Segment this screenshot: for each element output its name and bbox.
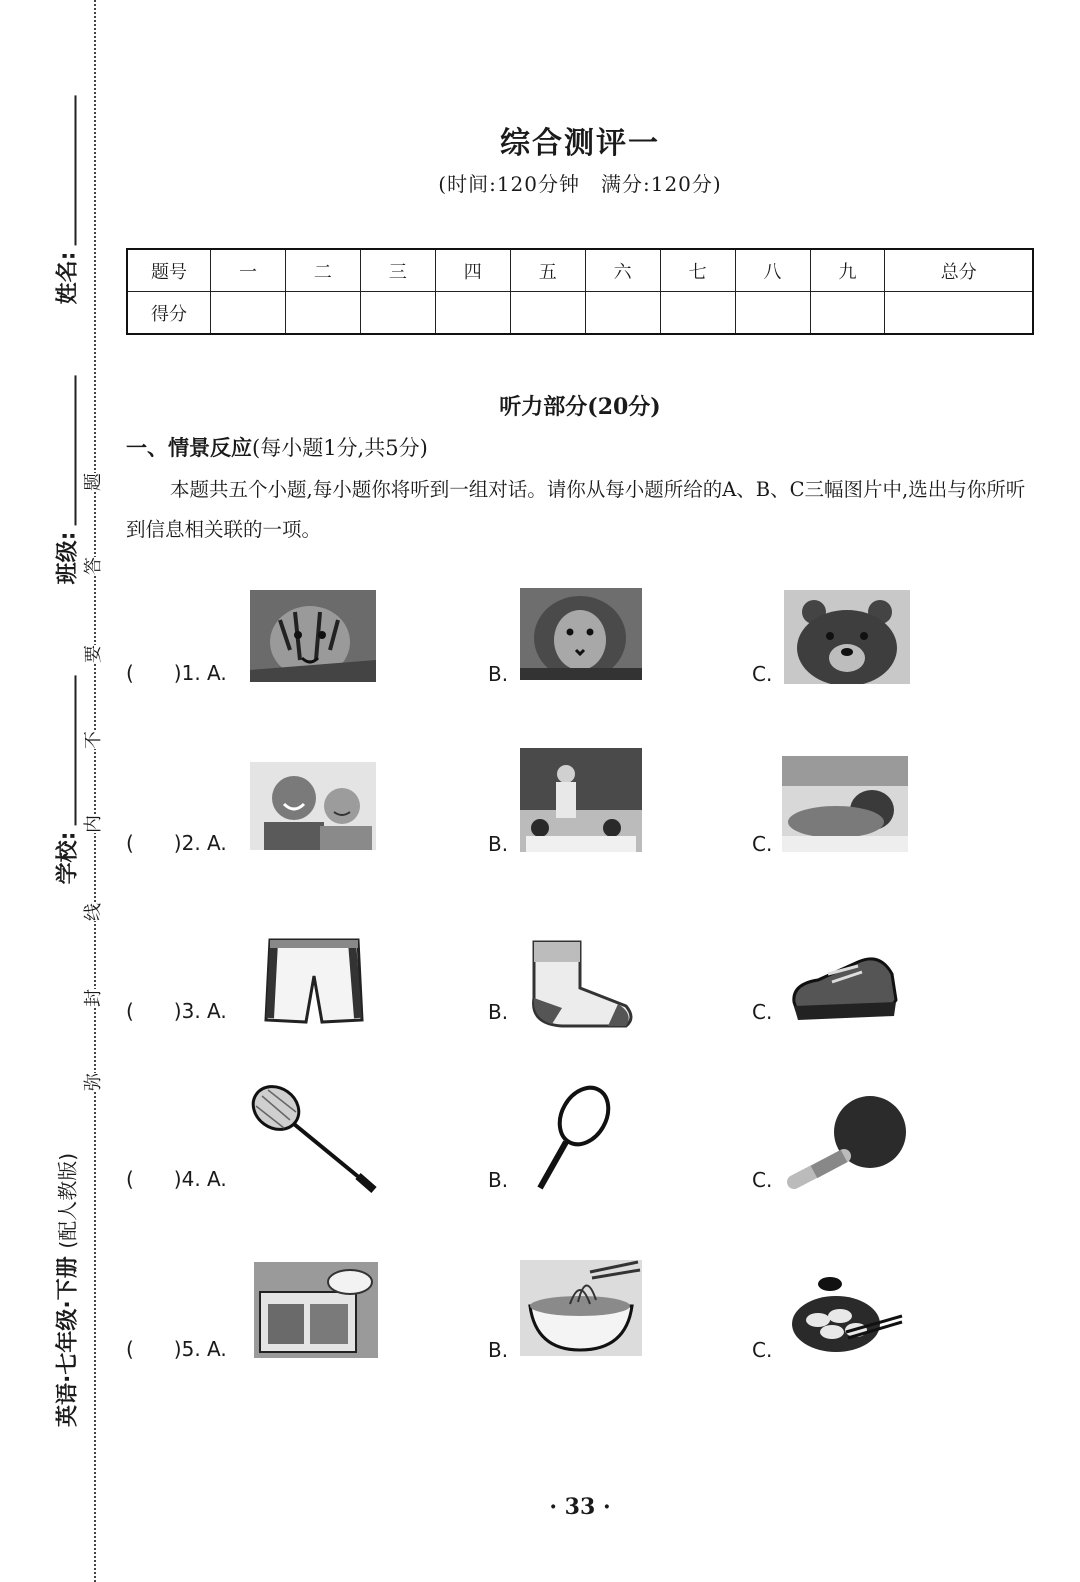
question-number[interactable]: ( )5. A. xyxy=(126,1337,227,1361)
question-number[interactable]: ( )3. A. xyxy=(126,999,227,1023)
dumplings-plate-icon[interactable] xyxy=(786,1272,904,1358)
question-row xyxy=(126,904,1056,1024)
part-points: (每小题1分,共5分) xyxy=(252,436,428,460)
score-table xyxy=(126,248,1034,335)
bear-icon[interactable] xyxy=(784,590,910,684)
question-row xyxy=(126,1242,1056,1362)
score-cell[interactable] xyxy=(285,292,360,335)
school-field xyxy=(51,676,82,885)
option-label: C. xyxy=(752,1168,773,1192)
question-row xyxy=(126,566,1056,686)
option-label: C. xyxy=(752,662,773,686)
score-col-header: 三 xyxy=(360,249,435,292)
tiger-icon[interactable] xyxy=(250,590,376,682)
score-cell[interactable] xyxy=(435,292,510,335)
question-number[interactable]: ( )1. A. xyxy=(126,661,227,685)
class-label: 班级: xyxy=(55,531,81,585)
page-title: 综合测评一 xyxy=(500,126,660,161)
shorts-icon[interactable] xyxy=(262,936,366,1028)
seal-char: 题 xyxy=(83,473,104,491)
score-col-header: 七 xyxy=(660,249,735,292)
section-title: 听力部分(20分) xyxy=(499,394,661,420)
page-number: · 33 · xyxy=(549,1494,611,1520)
badminton-racket-icon[interactable] xyxy=(246,1082,380,1194)
option-label: B. xyxy=(488,1338,509,1362)
option-label: C. xyxy=(752,1338,773,1362)
question-number[interactable]: ( )4. A. xyxy=(126,1167,227,1191)
noodle-bowl-icon[interactable] xyxy=(520,1260,642,1356)
edition-label xyxy=(51,1153,82,1427)
score-header-row xyxy=(127,249,1033,292)
score-row-label: 得分 xyxy=(127,292,211,335)
option-label: B. xyxy=(488,832,509,856)
part-title xyxy=(126,432,428,462)
score-col-header: 六 xyxy=(585,249,660,292)
lion-icon[interactable] xyxy=(520,588,642,680)
page-subtitle: (时间:120分钟 满分:120分) xyxy=(438,172,722,196)
score-col-header: 一 xyxy=(211,249,286,292)
score-col-header: 总分 xyxy=(885,249,1033,292)
instructions: 本题共五个小题,每小题你将听到一组对话。请你从每小题所给的A、B、C三幅图片中,选出与你所听到信息相关联的一项。 xyxy=(126,478,1026,541)
sock-icon[interactable] xyxy=(522,938,638,1032)
score-col-header: 五 xyxy=(510,249,585,292)
seal-char: 不 xyxy=(83,731,104,749)
score-cell[interactable] xyxy=(660,292,735,335)
ping-pong-paddle-icon[interactable] xyxy=(784,1094,910,1190)
sneaker-icon[interactable] xyxy=(788,944,900,1026)
score-col-header: 二 xyxy=(285,249,360,292)
question-number[interactable]: ( )2. A. xyxy=(126,831,227,855)
binding-margin xyxy=(0,0,104,1582)
edition-text: 英语·七年级·下册 xyxy=(55,1256,81,1427)
seal-char: 线 xyxy=(83,903,104,921)
score-col-header: 四 xyxy=(435,249,510,292)
score-row-label: 题号 xyxy=(127,249,211,292)
score-cell[interactable] xyxy=(510,292,585,335)
question-row xyxy=(126,1072,1056,1192)
score-cell[interactable] xyxy=(360,292,435,335)
option-label: B. xyxy=(488,1168,509,1192)
classroom-teacher-icon[interactable] xyxy=(520,748,642,852)
option-label: C. xyxy=(752,832,773,856)
seal-char: 要 xyxy=(83,645,104,663)
seal-dotted-line xyxy=(94,0,96,1582)
score-cell[interactable] xyxy=(885,292,1033,335)
option-label: B. xyxy=(488,662,509,686)
school-blank[interactable] xyxy=(56,676,76,826)
school-label: 学校: xyxy=(55,831,81,885)
seal-char: 答 xyxy=(83,557,104,575)
option-label: B. xyxy=(488,1000,509,1024)
seal-char: 内 xyxy=(83,815,104,833)
tennis-racket-icon[interactable] xyxy=(532,1082,612,1194)
edition-note: (配人教版) xyxy=(55,1153,80,1249)
sleeping-student-icon[interactable] xyxy=(782,756,908,852)
laughing-children-icon[interactable] xyxy=(250,762,376,850)
score-cell[interactable] xyxy=(585,292,660,335)
score-value-row xyxy=(127,292,1033,335)
name-label: 姓名: xyxy=(55,251,81,305)
lunch-tray-icon[interactable] xyxy=(254,1262,378,1358)
score-cell[interactable] xyxy=(735,292,810,335)
score-cell[interactable] xyxy=(211,292,286,335)
seal-char: 弥 xyxy=(83,1073,104,1091)
score-col-header: 八 xyxy=(735,249,810,292)
question-row xyxy=(126,736,1056,856)
score-col-header: 九 xyxy=(810,249,885,292)
part-title-text: 一、情景反应 xyxy=(126,435,252,460)
score-cell[interactable] xyxy=(810,292,885,335)
seal-char: 封 xyxy=(83,989,104,1007)
option-label: C. xyxy=(752,1000,773,1024)
